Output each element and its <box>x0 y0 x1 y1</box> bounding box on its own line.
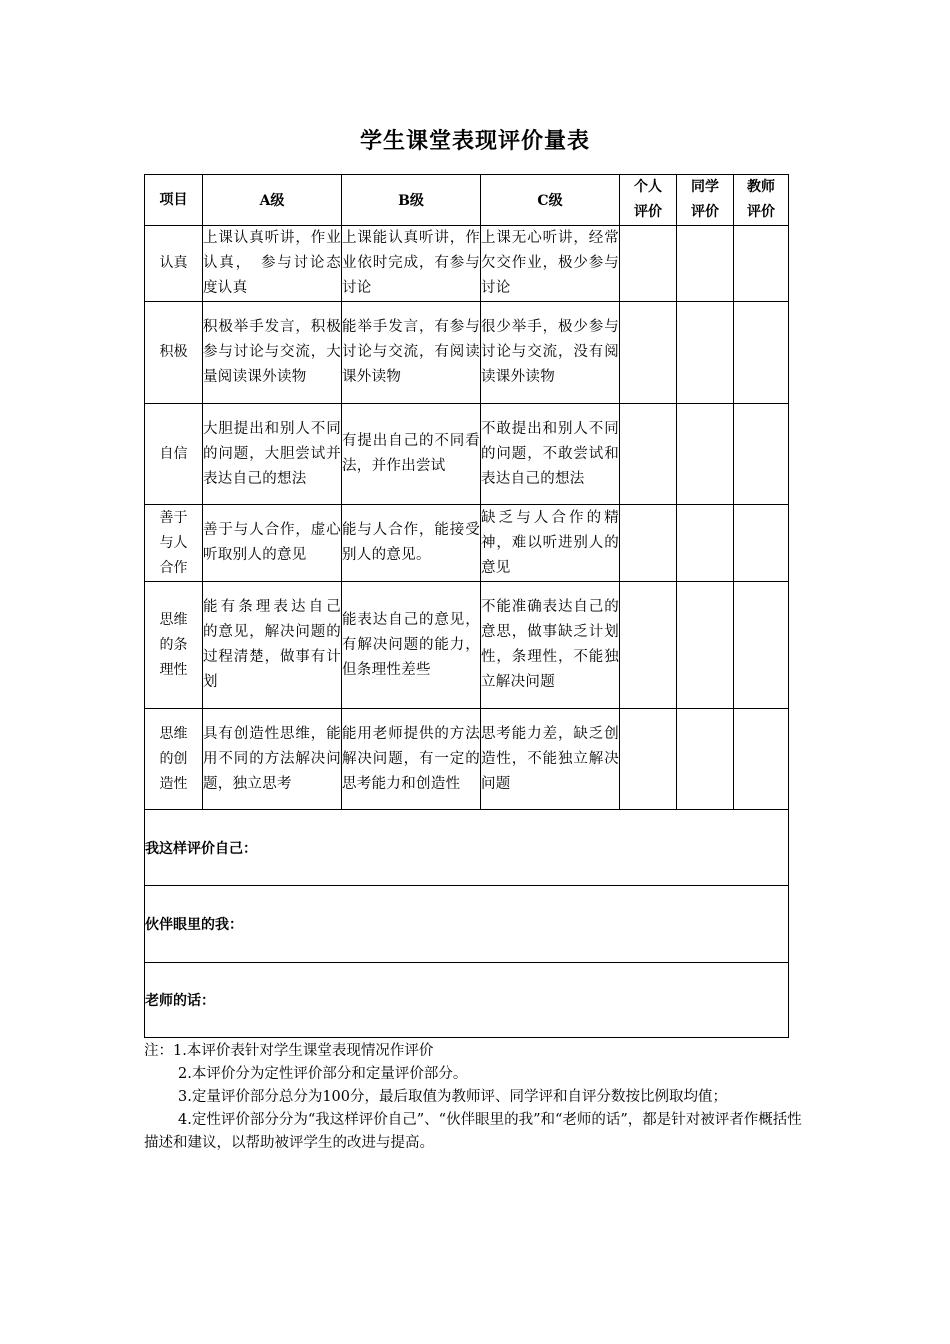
level-c-cell: 思考能力差，缺乏创造性，不能独立解决问题 <box>481 709 620 810</box>
peer-eval-cell[interactable] <box>677 709 734 810</box>
level-c-cell: 上课无心听讲，经常欠交作业，极少参与讨论 <box>481 226 620 302</box>
header-item: 项目 <box>145 175 203 226</box>
peer-eval-cell[interactable] <box>677 582 734 709</box>
self-eval-cell[interactable] <box>620 505 677 582</box>
teacher-eval-cell[interactable] <box>734 582 789 709</box>
level-a-cell: 上课认真听讲，作业认真， 参与讨论态度认真 <box>203 226 342 302</box>
header-row <box>145 175 789 226</box>
level-b-cell: 有提出自己的不同看法，并作出尝试 <box>342 404 481 505</box>
table-row <box>145 404 789 505</box>
row-item: 善于 与人 合作 <box>145 505 203 582</box>
peer-eval-cell[interactable] <box>677 505 734 582</box>
header-level-b: B级 <box>342 175 481 226</box>
table-row <box>145 226 789 302</box>
level-b-cell: 能表达自己的意见，有解决问题的能力，但条理性差些 <box>342 582 481 709</box>
level-a-cell: 能有条理表达自己 的意见，解决问题的过程清楚，做事有计划 <box>203 582 342 709</box>
peer-eval-cell[interactable] <box>677 302 734 404</box>
note-line: 注：1.本评价表针对学生课堂表现情况作评价 <box>144 1043 434 1059</box>
note-line: 3.定量评价部分总分为100分，最后取值为教师评、同学评和自评分数按比例取均值； <box>178 1089 728 1105</box>
table-row <box>145 505 789 582</box>
note-line: 4.定性评价部分分为“我这样评价自己”、“伙伴眼里的我”和“老师的话”，都是针对被评者作概括性描述和建议，以帮助被评学生的改进与提高。 <box>144 1112 802 1151</box>
row-item: 思维 的创 造性 <box>145 709 203 810</box>
header-peer-eval: 同学 评价 <box>677 175 734 226</box>
self-eval-cell[interactable] <box>620 226 677 302</box>
self-eval-cell[interactable] <box>620 709 677 810</box>
teacher-eval-cell[interactable] <box>734 505 789 582</box>
self-eval-cell[interactable] <box>620 302 677 404</box>
level-b-cell: 能用老师提供的方法解决问题，有一定的思考能力和创造性 <box>342 709 481 810</box>
level-a-cell: 具有创造性思维，能用不同的方法解决问题，独立思考 <box>203 709 342 810</box>
row-item: 自信 <box>145 404 203 505</box>
level-a-cell: 积极举手发言，积极参与讨论与交流，大量阅读课外读物 <box>203 302 342 404</box>
teacher-eval-cell[interactable] <box>734 226 789 302</box>
teacher-eval-cell[interactable] <box>734 404 789 505</box>
header-self-eval: 个人 评价 <box>620 175 677 226</box>
teacher-eval-cell[interactable] <box>734 302 789 404</box>
note-line: 2.本评价分为定性评价部分和定量评价部分。 <box>178 1066 468 1082</box>
teacher-comment-row <box>145 963 789 1038</box>
level-a-cell: 善于与人合作，虚心听取别人的意见 <box>203 505 342 582</box>
peer-eval-cell[interactable] <box>677 226 734 302</box>
table-row <box>145 302 789 404</box>
self-comment-row <box>145 810 789 886</box>
level-b-cell: 上课能认真听讲，作业依时完成，有参与讨论 <box>342 226 481 302</box>
row-item: 思维 的条 理性 <box>145 582 203 709</box>
peer-comment-row <box>145 886 789 963</box>
row-item: 认真 <box>145 226 203 302</box>
table-row <box>145 582 789 709</box>
level-c-cell: 缺乏与人合作的精神，难以听进别人的意见 <box>481 505 620 582</box>
teacher-eval-cell[interactable] <box>734 709 789 810</box>
header-teacher-eval: 教师 评价 <box>734 175 789 226</box>
teacher-comment-field[interactable]: 老师的话： <box>145 963 789 1038</box>
level-c-cell: 不能准确表达自己的意思，做事缺乏计划性，条理性，不能独立解决问题 <box>481 582 620 709</box>
self-comment-field[interactable]: 我这样评价自己： <box>145 810 789 886</box>
header-level-a: A级 <box>203 175 342 226</box>
row-item: 积极 <box>145 302 203 404</box>
self-eval-cell[interactable] <box>620 582 677 709</box>
peer-comment-field[interactable]: 伙伴眼里的我： <box>145 886 789 963</box>
level-a-cell: 大胆提出和别人不同的问题，大胆尝试并表达自己的想法 <box>203 404 342 505</box>
page-title: 学生课堂表现评价量表 <box>359 129 590 154</box>
header-level-c: C级 <box>481 175 620 226</box>
level-c-cell: 很少举手，极少参与讨论与交流，没有阅读课外读物 <box>481 302 620 404</box>
level-c-cell: 不敢提出和别人不同的问题，不敢尝试和表达自己的想法 <box>481 404 620 505</box>
evaluation-table <box>144 174 789 1038</box>
self-eval-cell[interactable] <box>620 404 677 505</box>
level-b-cell: 能与人合作，能接受别人的意见。 <box>342 505 481 582</box>
level-b-cell: 能举手发言，有参与讨论与交流，有阅读课外读物 <box>342 302 481 404</box>
table-row <box>145 709 789 810</box>
notes-section <box>144 1040 810 1155</box>
peer-eval-cell[interactable] <box>677 404 734 505</box>
